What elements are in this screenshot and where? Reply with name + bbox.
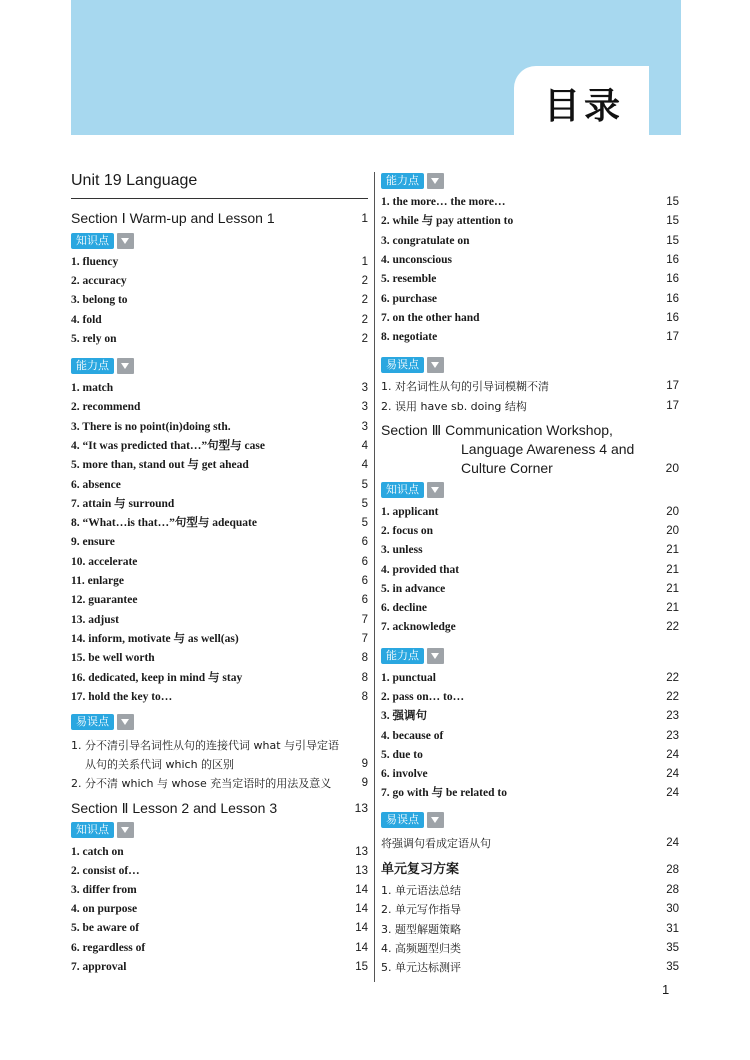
list-item-page: 21: [666, 544, 679, 557]
list-item[interactable]: [71, 939, 368, 958]
list-item-label: 8. negotiate: [381, 331, 438, 344]
list-item-label: 1. punctual: [381, 672, 436, 684]
list-item[interactable]: [71, 418, 368, 437]
list-item-label: 4. provided that: [381, 563, 460, 576]
list-item[interactable]: [71, 495, 368, 514]
list-item[interactable]: [381, 377, 679, 396]
list-item[interactable]: [71, 330, 368, 349]
list-item-page: 4: [361, 459, 368, 472]
section-heading[interactable]: Section Ⅲ Communication Workshop, Language Awareness 4 and Culture Corner 20: [381, 422, 679, 476]
list-item-label: 2. focus on: [381, 525, 434, 538]
list-item-label: 1. applicant: [381, 506, 439, 518]
list-item[interactable]: [71, 919, 368, 938]
list-item-label: 6. involve: [381, 768, 428, 780]
list-item-page: 20: [666, 525, 679, 538]
list-item[interactable]: [381, 746, 679, 765]
list-item-page: 16: [666, 292, 679, 305]
list-item[interactable]: [381, 900, 679, 919]
list-item[interactable]: [71, 862, 368, 881]
list-item[interactable]: [381, 939, 679, 958]
list-item[interactable]: [71, 572, 368, 591]
list-item[interactable]: [381, 599, 679, 618]
list-item-page: 3: [361, 382, 368, 394]
list-item[interactable]: [381, 958, 679, 977]
list-item-page: 15: [666, 215, 679, 228]
list-item[interactable]: [71, 379, 368, 398]
list-item-page: 23: [666, 729, 679, 742]
list-item-label: 4. because of: [381, 729, 444, 742]
list-item-page: 6: [361, 555, 368, 568]
mistake-badge: 易误点: [381, 812, 444, 828]
list-item[interactable]: [71, 253, 368, 272]
list-item-page: 5: [361, 497, 368, 510]
knowledge-badge: 知识点: [71, 822, 134, 838]
list-item-label: 2. 单元写作指导: [381, 903, 461, 917]
list-item-label: 1. match: [71, 382, 114, 394]
knowledge-badge: 知识点: [381, 482, 444, 498]
list-item-page: 2: [361, 294, 368, 307]
list-item-label: 3. 题型解题策略: [381, 922, 461, 936]
list-item-label: 6. regardless of: [71, 941, 146, 954]
ability-badge: 能力点: [381, 648, 444, 664]
list-item[interactable]: 1. 分不清引导名词性从句的连接代词 what 与引导定语: [71, 739, 340, 752]
list-item-label: 1. catch on: [71, 846, 124, 858]
list-item-page: 31: [666, 922, 679, 935]
section-heading[interactable]: Section Ⅰ Warm-up and Lesson 1 1: [71, 210, 368, 226]
list-item[interactable]: [71, 311, 368, 330]
list-item[interactable]: [381, 669, 679, 688]
list-item-label: 1. 对名词性从句的引导词模糊不清: [381, 380, 549, 393]
list-item-page: 4: [361, 439, 368, 452]
list-item-label: 5. more than, stand out 与 get ahead: [71, 459, 249, 472]
list-item-label: 7. on the other hand: [381, 311, 480, 324]
chevron-down-icon: [427, 812, 444, 828]
list-item-label: 3. differ from: [71, 884, 137, 897]
list-item-page: 8: [361, 671, 368, 684]
list-item-page: 24: [666, 837, 679, 849]
list-item[interactable]: [71, 553, 368, 572]
list-item-label: 14. inform, motivate 与 as well(as): [71, 632, 239, 645]
list-item[interactable]: [381, 707, 679, 726]
list-item-label: 2. 误用 have sb. doing 结构: [381, 399, 527, 413]
list-item-page: 8: [361, 652, 368, 665]
list-item-label: 5. due to: [381, 748, 423, 761]
list-item-page: 17: [666, 331, 679, 344]
list-item-page: 6: [361, 575, 368, 587]
list-item-label: 3. congratulate on: [381, 234, 470, 247]
list-item-label: 8. “What…is that…”句型与 adequate: [71, 517, 257, 530]
list-item-page: 20: [666, 506, 679, 518]
list-item-label: 4. unconscious: [381, 253, 452, 266]
list-item[interactable]: [71, 272, 368, 291]
list-item-page: 35: [666, 961, 679, 974]
list-item-page: 16: [666, 273, 679, 286]
list-item-label: 3. unless: [381, 544, 423, 557]
list-item-label: 12. guarantee: [71, 594, 138, 607]
list-item-page: 24: [666, 748, 679, 761]
list-item-label: 4. fold: [71, 313, 102, 326]
list-item-page: 13: [355, 865, 368, 878]
list-item-label: 2. while 与 pay attention to: [381, 215, 514, 228]
list-item[interactable]: [71, 881, 368, 900]
list-item-label: 将强调句看成定语从句: [381, 837, 491, 850]
list-item[interactable]: [381, 688, 679, 707]
list-item-page: 3: [361, 401, 368, 414]
list-item[interactable]: [381, 561, 679, 580]
ability-badge: 能力点: [71, 358, 134, 374]
list-item-label: 11. enlarge: [71, 575, 125, 587]
list-item-label: 2. accuracy: [71, 275, 127, 288]
list-item-page: 24: [666, 768, 679, 780]
list-item[interactable]: [381, 309, 679, 328]
list-item-page: 24: [666, 787, 679, 800]
list-item-page: 2: [361, 332, 368, 345]
list-item-label: 9. ensure: [71, 536, 115, 549]
list-item-label: 1. 单元语法总结: [381, 884, 461, 897]
column-divider: [374, 172, 375, 982]
list-item-page: 7: [361, 632, 368, 645]
list-item[interactable]: [71, 649, 368, 668]
list-item-label: 16. dedicated, keep in mind 与 stay: [71, 671, 243, 684]
page-title: 目录: [543, 86, 624, 127]
list-item-page: 21: [666, 602, 679, 614]
list-item-page: 28: [666, 884, 679, 896]
list-item[interactable]: [381, 212, 679, 231]
list-item-page: 30: [666, 903, 679, 916]
list-item[interactable]: [71, 900, 368, 919]
list-item-label: 6. absence: [71, 478, 121, 491]
list-item-page: 16: [666, 253, 679, 266]
chevron-down-icon: [117, 822, 134, 838]
list-item-label: 7. go with 与 be related to: [381, 787, 507, 800]
chevron-down-icon: [117, 233, 134, 249]
list-item[interactable]: [381, 397, 679, 416]
list-item-page: 14: [355, 903, 368, 916]
list-item-page: 2: [361, 275, 368, 288]
list-item[interactable]: [381, 328, 679, 347]
list-item-page: 22: [666, 691, 679, 704]
chevron-down-icon: [427, 482, 444, 498]
list-item[interactable]: 2. 分不清 which 与 whose 充当定语时的用法及意义 9: [71, 777, 368, 790]
list-item[interactable]: [71, 958, 368, 977]
list-item-page: 2: [361, 313, 368, 326]
list-item[interactable]: [71, 688, 368, 707]
knowledge-badge: 知识点: [71, 233, 134, 249]
list-item-page: 14: [355, 922, 368, 935]
list-item-page: 23: [666, 710, 679, 723]
list-item-label: 15. be well worth: [71, 652, 155, 665]
mistake-badge: 易误点: [381, 357, 444, 373]
list-item[interactable]: [71, 476, 368, 495]
chevron-down-icon: [427, 357, 444, 373]
list-item[interactable]: [381, 920, 679, 939]
list-item-label: 2. recommend: [71, 401, 141, 414]
list-item-continuation[interactable]: 从句的关系代词 which 的区别 9: [85, 758, 368, 771]
list-item-label: 1. the more… the more…: [381, 196, 506, 208]
list-item-label: 2. pass on… to…: [381, 691, 465, 704]
list-item[interactable]: [381, 881, 679, 900]
list-item[interactable]: [71, 437, 368, 456]
list-item-page: 13: [355, 846, 368, 858]
list-item[interactable]: [381, 834, 679, 853]
list-item-label: 17. hold the key to…: [71, 690, 173, 703]
list-item-label: 7. approval: [71, 960, 127, 973]
list-item-page: 8: [361, 690, 368, 703]
list-item-page: 6: [361, 536, 368, 549]
list-item[interactable]: [381, 193, 679, 212]
list-item[interactable]: [71, 514, 368, 533]
list-item-label: 13. adjust: [71, 613, 119, 626]
list-item-page: 3: [361, 420, 368, 433]
review-heading[interactable]: 单元复习方案 28: [381, 862, 679, 877]
list-item-label: 5. rely on: [71, 332, 117, 345]
list-item-page: 21: [666, 563, 679, 576]
list-item-label: 3. belong to: [71, 294, 128, 307]
list-item[interactable]: [381, 290, 679, 309]
list-item[interactable]: [381, 765, 679, 784]
section-heading[interactable]: Section Ⅱ Lesson 2 and Lesson 3 13: [71, 800, 368, 816]
list-item-page: 14: [355, 941, 368, 954]
page-number: 1: [662, 982, 670, 997]
list-item-page: 1: [361, 256, 368, 268]
list-item-label: 5. resemble: [381, 273, 437, 286]
list-item[interactable]: [381, 232, 679, 251]
list-item-label: 3. 强调句: [381, 710, 427, 723]
mistake-badge: 易误点: [71, 714, 134, 730]
list-item[interactable]: [71, 291, 368, 310]
list-item[interactable]: [381, 618, 679, 637]
list-item-page: 16: [666, 311, 679, 324]
list-item-page: 14: [355, 884, 368, 897]
list-item[interactable]: [71, 398, 368, 417]
list-item-page: 17: [666, 399, 679, 412]
list-item[interactable]: [71, 591, 368, 610]
list-item-label: 3. There is no point(in)doing sth.: [71, 420, 231, 433]
unit-title: Unit 19 Language: [71, 170, 368, 199]
list-item-label: 7. acknowledge: [381, 621, 456, 634]
list-item[interactable]: [381, 251, 679, 270]
list-item[interactable]: [71, 843, 368, 862]
list-item[interactable]: [71, 533, 368, 552]
list-item-page: 15: [666, 234, 679, 247]
list-item-label: 4. on purpose: [71, 903, 138, 916]
list-item[interactable]: [71, 456, 368, 475]
list-item-page: 15: [355, 960, 368, 973]
list-item[interactable]: [71, 669, 368, 688]
list-item-label: 7. attain 与 surround: [71, 497, 175, 510]
list-item[interactable]: [381, 784, 679, 803]
list-item-label: 4. 高频题型归类: [381, 941, 461, 955]
list-item[interactable]: [71, 611, 368, 630]
ability-badge: 能力点: [381, 173, 444, 189]
list-item-label: 2. consist of…: [71, 865, 140, 878]
list-item-label: 5. 单元达标测评: [381, 961, 461, 975]
list-item-page: 15: [666, 196, 679, 208]
list-item-label: 1. fluency: [71, 256, 119, 268]
list-item[interactable]: [381, 580, 679, 599]
list-item[interactable]: [381, 522, 679, 541]
list-item-label: 5. be aware of: [71, 922, 140, 935]
chevron-down-icon: [117, 358, 134, 374]
list-item-label: 6. decline: [381, 602, 427, 614]
list-item-page: 21: [666, 582, 679, 595]
list-item-label: 4. “It was predicted that…”句型与 case: [71, 439, 265, 452]
list-item-page: 5: [361, 478, 368, 491]
list-item-page: 22: [666, 672, 679, 684]
list-item[interactable]: [71, 630, 368, 649]
chevron-down-icon: [117, 714, 134, 730]
list-item-label: 10. accelerate: [71, 555, 138, 568]
list-item-page: 7: [361, 613, 368, 626]
list-item[interactable]: [381, 503, 679, 522]
chevron-down-icon: [427, 648, 444, 664]
chevron-down-icon: [427, 173, 444, 189]
list-item[interactable]: [381, 727, 679, 746]
list-item-label: 6. purchase: [381, 292, 438, 305]
list-item-page: 35: [666, 941, 679, 954]
list-item-page: 6: [361, 594, 368, 607]
list-item-page: 17: [666, 380, 679, 392]
list-item-page: 5: [361, 517, 368, 530]
list-item-label: 5. in advance: [381, 582, 446, 595]
list-item[interactable]: [381, 270, 679, 289]
list-item-page: 22: [666, 621, 679, 634]
list-item[interactable]: [381, 541, 679, 560]
